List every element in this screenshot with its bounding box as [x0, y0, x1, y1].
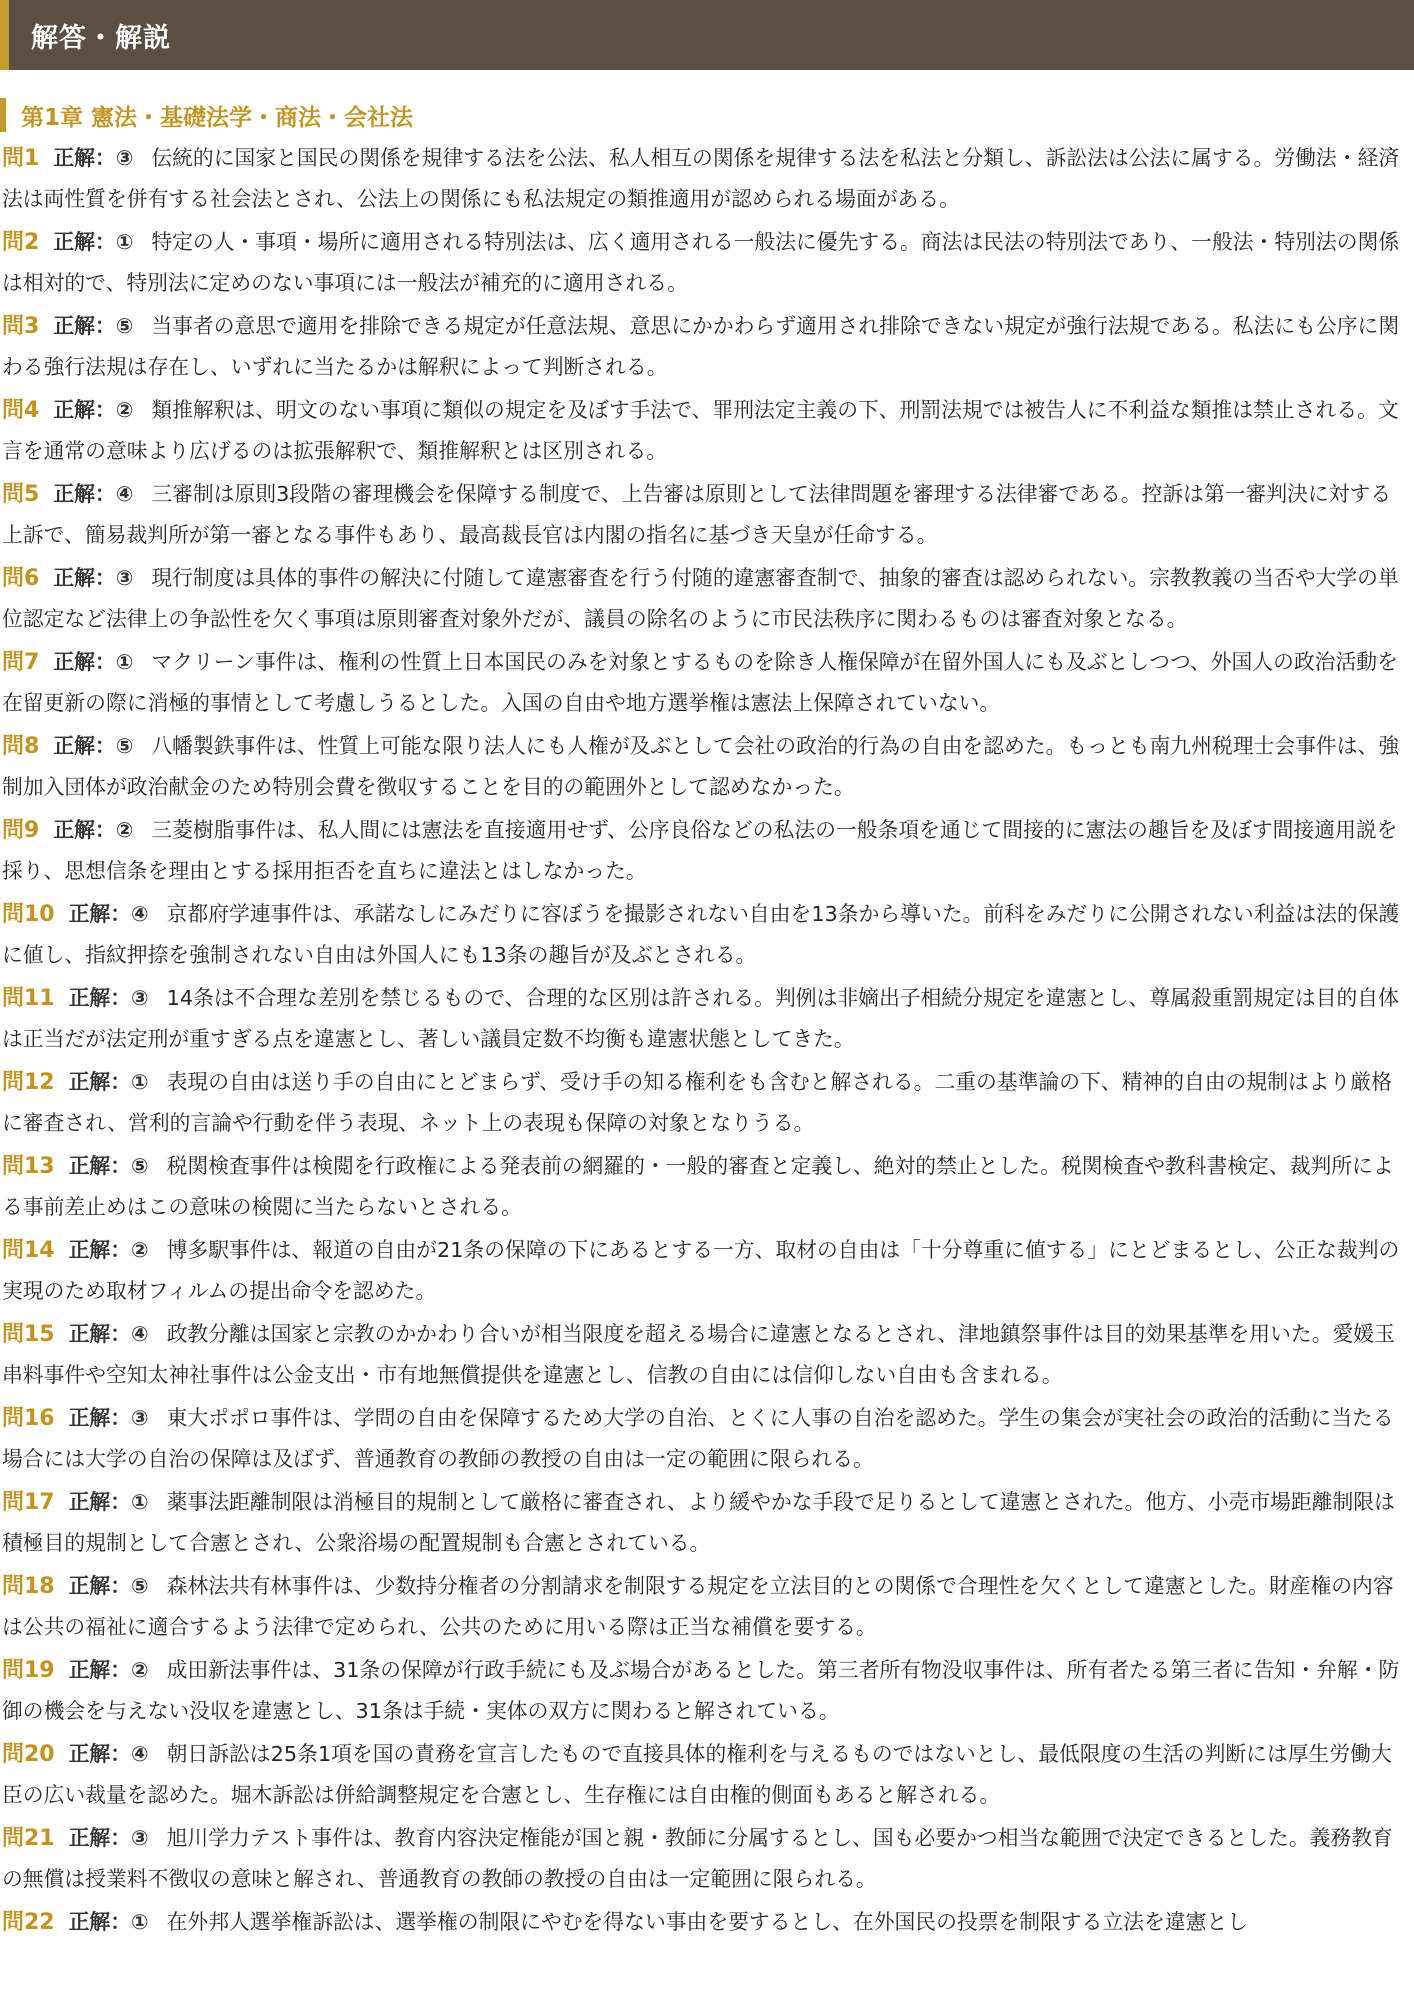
question-number: 問15 [2, 1322, 55, 1347]
answer-prefix: 正解： [68, 1238, 132, 1262]
explanation-text: 朝日訴訟は25条1項を国の責務を宣言したもので直接具体的権利を与えるものではないとし、最低限度の生活の判断には厚生労働大臣の広い裁量を認めた。堀木訴訟は併給調整規定を合憲とし、生存権には自由権的側面もあると解される。 [2, 1742, 1392, 1807]
answer-choice: ③ [115, 146, 134, 170]
explanation-text: 三審制は原則3段階の審理機会を保障する制度で、上告審は原則として法律問題を審理する法律審である。控訴は第一審判決に対する上訴で、簡易裁判所が第一審となる事件もあり、最高裁長官は内閣の指名に基づき天皇が任命する。 [2, 482, 1392, 547]
answer-prefix: 正解： [68, 1070, 132, 1094]
answer-item [0, 1734, 1414, 1815]
chapter-heading [0, 98, 1414, 132]
answer-choice: ④ [131, 902, 149, 926]
explanation-text: 政教分離は国家と宗教のかかわり合いが相当限度を超える場合に違憲となるとされ、津地鎮祭事件は目的効果基準を用いた。愛媛玉串料事件や空知太神社事件は公金支出・市有地無償提供を違憲とし、信教の自由には信仰しない自由も含まれる。 [2, 1322, 1395, 1387]
explanation-text: 特定の人・事項・場所に適用される特別法は、広く適用される一般法に優先する。商法は民法の特別法であり、一般法・特別法の関係は相対的で、特別法に定めのない事項には一般法が補充的に適用される。 [2, 230, 1400, 295]
question-number: 問20 [2, 1742, 55, 1767]
answer-item [0, 1230, 1414, 1311]
question-number: 問22 [2, 1910, 55, 1935]
question-number: 問8 [2, 734, 40, 759]
answer-choice: ① [115, 230, 134, 254]
answer-prefix: 正解： [53, 230, 116, 254]
answer-choice: ⑤ [115, 734, 134, 758]
correct-answer [69, 1574, 149, 1598]
question-number: 問14 [2, 1238, 55, 1263]
answer-item [0, 138, 1414, 219]
question-number: 問11 [2, 986, 55, 1011]
explanation-text: 旭川学力テスト事件は、教育内容決定権能が国と親・教師に分属するとし、国も必要かつ相当な範囲で決定できるとした。義務教育の無償は授業料不徴収の意味と解され、普通教育の教師の教授の自由は一定範囲に限られる。 [2, 1826, 1393, 1891]
explanation-text: マクリーン事件は、権利の性質上日本国民のみを対象とするものを除き人権保障が在留外国人にも及ぶとしつつ、外国人の政治活動を在留更新の際に消極的事情として考慮しうるとした。入国の自由や地方選挙権は憲法上保障されていない。 [2, 650, 1398, 715]
explanation-text: 京都府学連事件は、承諾なしにみだりに容ぼうを撮影されない自由を13条から導いた。前科をみだりに公開されない利益は法的保護に値し、指紋押捺を強制されない自由は外国人にも13条の趣旨が及ぶとされる。 [2, 902, 1400, 967]
answer-choice: ② [115, 818, 134, 842]
answer-prefix: 正解： [53, 482, 116, 506]
answer-item [0, 978, 1414, 1059]
answer-list [0, 138, 1414, 1943]
correct-answer [69, 1322, 149, 1346]
answer-prefix: 正解： [53, 650, 116, 674]
question-number: 問7 [2, 650, 40, 675]
answer-prefix: 正解： [68, 1490, 132, 1514]
answer-item [0, 1062, 1414, 1143]
answer-choice: ③ [115, 566, 134, 590]
answer-item [0, 558, 1414, 639]
correct-answer [69, 1742, 149, 1766]
correct-answer [69, 986, 149, 1010]
question-number: 問6 [2, 566, 40, 591]
explanation-text: 薬事法距離制限は消極目的規制として厳格に審査され、より緩やかな手段で足りるとして違憲とされた。他方、小売市場距離制限は積極目的規制として合憲とされ、公衆浴場の配置規制も合憲とされている。 [2, 1490, 1395, 1555]
answer-prefix: 正解： [68, 986, 132, 1010]
answer-choice: ① [131, 1910, 149, 1934]
page-title: 解答・解説 [31, 22, 171, 54]
answer-choice: ② [131, 1658, 149, 1682]
answer-item [0, 1398, 1414, 1479]
correct-answer [53, 734, 133, 758]
question-number: 問13 [2, 1154, 55, 1179]
explanation-text: 伝統的に国家と国民の関係を規律する法を公法、私人相互の関係を規律する法を私法と分類し、訴訟法は公法に属する。労働法・経済法は両性質を併有する社会法とされ、公法上の関係にも私法規定の類推適用が認められる場面がある。 [2, 146, 1400, 211]
answer-choice: ③ [131, 986, 149, 1010]
explanation-text: 類推解釈は、明文のない事項に類似の規定を及ぼす手法で、罪刑法定主義の下、刑罰法規では被告人に不利益な類推は禁止される。文言を通常の意味より広げるのは拡張解釈で、類推解釈とは区別される。 [2, 398, 1399, 463]
question-number: 問3 [2, 314, 40, 339]
answer-prefix: 正解： [53, 566, 116, 590]
explanation-text: 当事者の意思で適用を排除できる規定が任意法規、意思にかかわらず適用され排除できない規定が強行法規である。私法にも公序に関わる強行法規は存在し、いずれに当たるかは解釈によって判断される。 [2, 314, 1400, 379]
answer-prefix: 正解： [53, 314, 116, 338]
question-number: 問16 [2, 1406, 55, 1431]
correct-answer [69, 1658, 149, 1682]
answer-choice: ⑤ [131, 1574, 149, 1598]
correct-answer [53, 398, 133, 422]
answer-item [0, 1146, 1414, 1227]
correct-answer [69, 1910, 149, 1934]
question-number: 問5 [2, 482, 40, 507]
answer-item [0, 1902, 1414, 1943]
explanation-text: 表現の自由は送り手の自由にとどまらず、受け手の知る権利をも含むと解される。二重の基準論の下、精神的自由の規制はより厳格に審査され、営利的言論や行動を伴う表現、ネット上の表現も保障の対象となりうる。 [2, 1070, 1392, 1135]
answer-item [0, 222, 1414, 303]
explanation-text: 現行制度は具体的事件の解決に付随して違憲審査を行う付随的違憲審査制で、抽象的審査は認められない。宗教教義の当否や大学の単位認定など法律上の争訟性を欠く事項は原則審査対象外だが、議員の除名のように市民法秩序に関わるものは審査対象となる。 [2, 566, 1399, 631]
question-number: 問4 [2, 398, 40, 423]
answer-prefix: 正解： [68, 1826, 132, 1850]
correct-answer [69, 1070, 149, 1094]
answer-prefix: 正解： [68, 1574, 132, 1598]
answer-item [0, 1314, 1414, 1395]
answer-item [0, 1818, 1414, 1899]
question-number: 問17 [2, 1490, 55, 1515]
correct-answer [53, 566, 133, 590]
explanation-text: 博多駅事件は、報道の自由が21条の保障の下にあるとする一方、取材の自由は「十分尊重に値する」にとどまるとし、公正な裁判の実現のため取材フィルムの提出命令を認めた。 [2, 1238, 1400, 1303]
answer-item [0, 1650, 1414, 1731]
page-header [0, 0, 1414, 70]
answer-choice: ④ [131, 1742, 149, 1766]
answer-choice: ④ [115, 482, 134, 506]
explanation-text: 在外邦人選挙権訴訟は、選挙権の制限にやむを得ない事由を要するとし、在外国民の投票を制限する立法を違憲とし [166, 1910, 1249, 1934]
correct-answer [69, 902, 149, 926]
answer-prefix: 正解： [68, 1658, 132, 1682]
answer-choice: ① [131, 1490, 149, 1514]
answer-item [0, 1566, 1414, 1647]
question-number: 問21 [2, 1826, 55, 1851]
answer-choice: ② [131, 1238, 149, 1262]
answer-choice: ③ [131, 1406, 149, 1430]
answer-prefix: 正解： [68, 1406, 132, 1430]
answer-prefix: 正解： [68, 902, 132, 926]
answer-choice: ④ [131, 1322, 149, 1346]
correct-answer [53, 482, 133, 506]
explanation-text: 三菱樹脂事件は、私人間には憲法を直接適用せず、公序良俗などの私法の一般条項を通じて間接的に憲法の趣旨を及ぼす間接適用説を採り、思想信条を理由とする採用拒否を直ちに違法とはしなかった。 [2, 818, 1398, 883]
correct-answer [53, 650, 133, 674]
answer-choice: ⑤ [115, 314, 134, 338]
answer-prefix: 正解： [68, 1742, 132, 1766]
correct-answer [69, 1490, 149, 1514]
answer-prefix: 正解： [68, 1910, 132, 1934]
answer-item [0, 1482, 1414, 1563]
explanation-text: 税関検査事件は検閲を行政権による発表前の網羅的・一般的審査と定義し、絶対的禁止とした。税関検査や教科書検定、裁判所による事前差止めはこの意味の検閲に当たらないとされる。 [2, 1154, 1394, 1219]
chapter-title: 第1章 憲法・基礎法学・商法・会社法 [21, 104, 414, 131]
answer-prefix: 正解： [53, 734, 116, 758]
answer-choice: ① [131, 1070, 149, 1094]
explanation-text: 八幡製鉄事件は、性質上可能な限り法人にも人権が及ぶとして会社の政治的行為の自由を認めた。もっとも南九州税理士会事件は、強制加入団体が政治献金のため特別会費を徴収することを目的の範囲外として認めなかった。 [2, 734, 1400, 799]
correct-answer [69, 1406, 149, 1430]
explanation-text: 森林法共有林事件は、少数持分権者の分割請求を制限する規定を立法目的との関係で合理性を欠くとして違憲とした。財産権の内容は公共の福祉に適合するよう法律で定められ、公共のために用いる際は正当な補償を要する。 [2, 1574, 1394, 1639]
correct-answer [69, 1238, 149, 1262]
correct-answer [53, 314, 133, 338]
answer-choice: ② [115, 398, 134, 422]
answer-item [0, 642, 1414, 723]
question-number: 問12 [2, 1070, 55, 1095]
question-number: 問10 [2, 902, 55, 927]
answer-prefix: 正解： [68, 1154, 132, 1178]
explanation-text: 東大ポポロ事件は、学問の自由を保障するため大学の自治、とくに人事の自治を認めた。学生の集会が実社会の政治的活動に当たる場合には大学の自治の保障は及ばず、普通教育の教師の教授の自由は一定の範囲に限られる。 [2, 1406, 1394, 1471]
correct-answer [69, 1826, 149, 1850]
answer-item [0, 474, 1414, 555]
answer-prefix: 正解： [53, 398, 116, 422]
answer-item [0, 894, 1414, 975]
question-number: 問1 [2, 146, 40, 171]
answer-prefix: 正解： [53, 146, 116, 170]
answer-item [0, 390, 1414, 471]
explanation-text: 成田新法事件は、31条の保障が行政手続にも及ぶ場合があるとした。第三者所有物没収事件は、所有者たる第三者に告知・弁解・防御の機会を与えない没収を違憲とし、31条は手続・実体の双方に関わると解されている。 [2, 1658, 1400, 1723]
explanation-text: 14条は不合理な差別を禁じるもので、合理的な区別は許される。判例は非嫡出子相続分規定を違憲とし、尊属殺重罰規定は目的自体は正当だが法定刑が重すぎる点を違憲とし、著しい議員定数不均衡も違憲状態としてきた。 [2, 986, 1399, 1051]
question-number: 問19 [2, 1658, 55, 1683]
question-number: 問18 [2, 1574, 55, 1599]
correct-answer [53, 818, 133, 842]
correct-answer [69, 1154, 149, 1178]
answer-prefix: 正解： [68, 1322, 132, 1346]
answer-item [0, 810, 1414, 891]
answer-item [0, 306, 1414, 387]
answer-prefix: 正解： [53, 818, 116, 842]
question-number: 問9 [2, 818, 40, 843]
answer-choice: ⑤ [131, 1154, 149, 1178]
correct-answer [53, 146, 133, 170]
correct-answer [53, 230, 133, 254]
answer-choice: ③ [131, 1826, 149, 1850]
question-number: 問2 [2, 230, 40, 255]
answer-choice: ① [115, 650, 134, 674]
answer-item [0, 726, 1414, 807]
